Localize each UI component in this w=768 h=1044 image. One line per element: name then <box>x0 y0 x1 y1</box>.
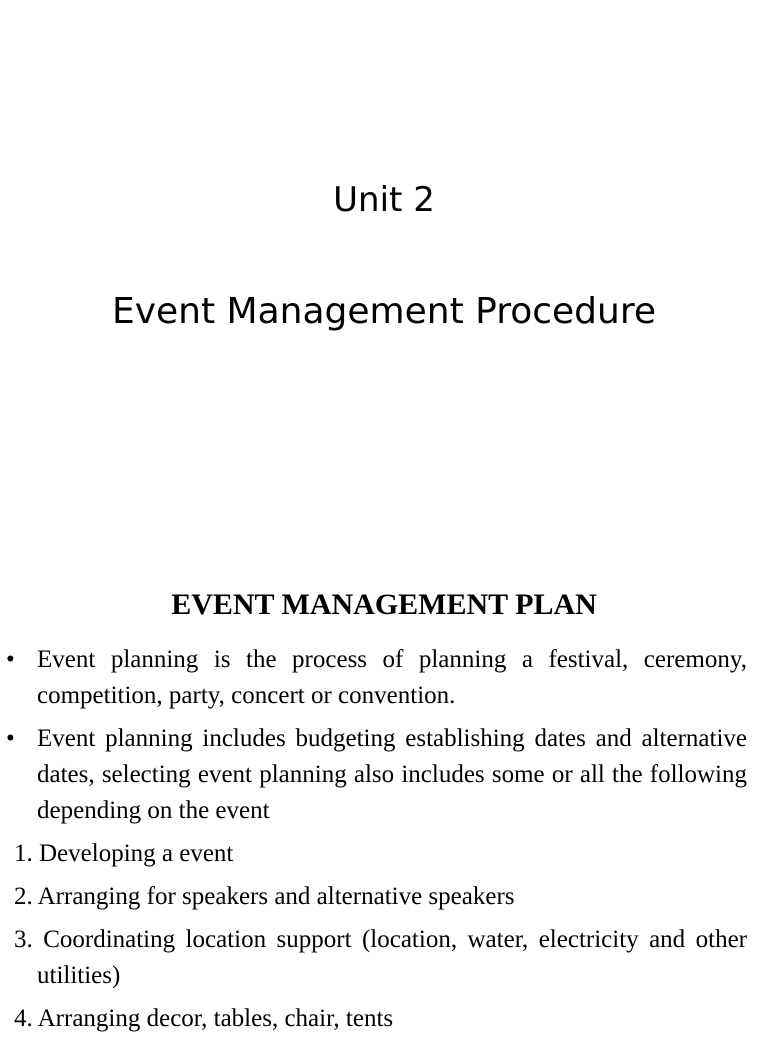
step-text: 1. Developing a event <box>14 840 234 867</box>
plan-heading: EVENT MANAGEMENT PLAN <box>171 588 597 621</box>
bullet-text: Event planning includes budgeting establishing dates and alternative dates, selecting event planning also includes some or all the following depending on the event <box>37 725 747 824</box>
bullet-marker: • <box>6 725 15 752</box>
plan-list <box>0 642 768 1044</box>
step-item <box>14 922 747 994</box>
step-text: 2. Arranging for speakers and alternative speakers <box>14 883 515 910</box>
bullet-text: Event planning is the process of planning a festival, ceremony, competition, party, concert or convention. <box>37 646 747 709</box>
step-item <box>14 1001 747 1037</box>
step-text: 4. Arranging decor, tables, chair, tents <box>14 1005 394 1032</box>
subject-title: Event Management Procedure <box>111 291 657 332</box>
unit-title: Unit 2 <box>333 180 435 220</box>
bullet-item <box>6 642 747 714</box>
bullet-marker: • <box>6 646 15 673</box>
bullet-item <box>6 721 747 829</box>
step-item <box>14 836 747 872</box>
step-text: 3. Coordinating location support (location, water, electricity and other utilities) <box>14 926 747 989</box>
step-item <box>14 879 747 915</box>
plan-slide <box>0 560 768 1032</box>
